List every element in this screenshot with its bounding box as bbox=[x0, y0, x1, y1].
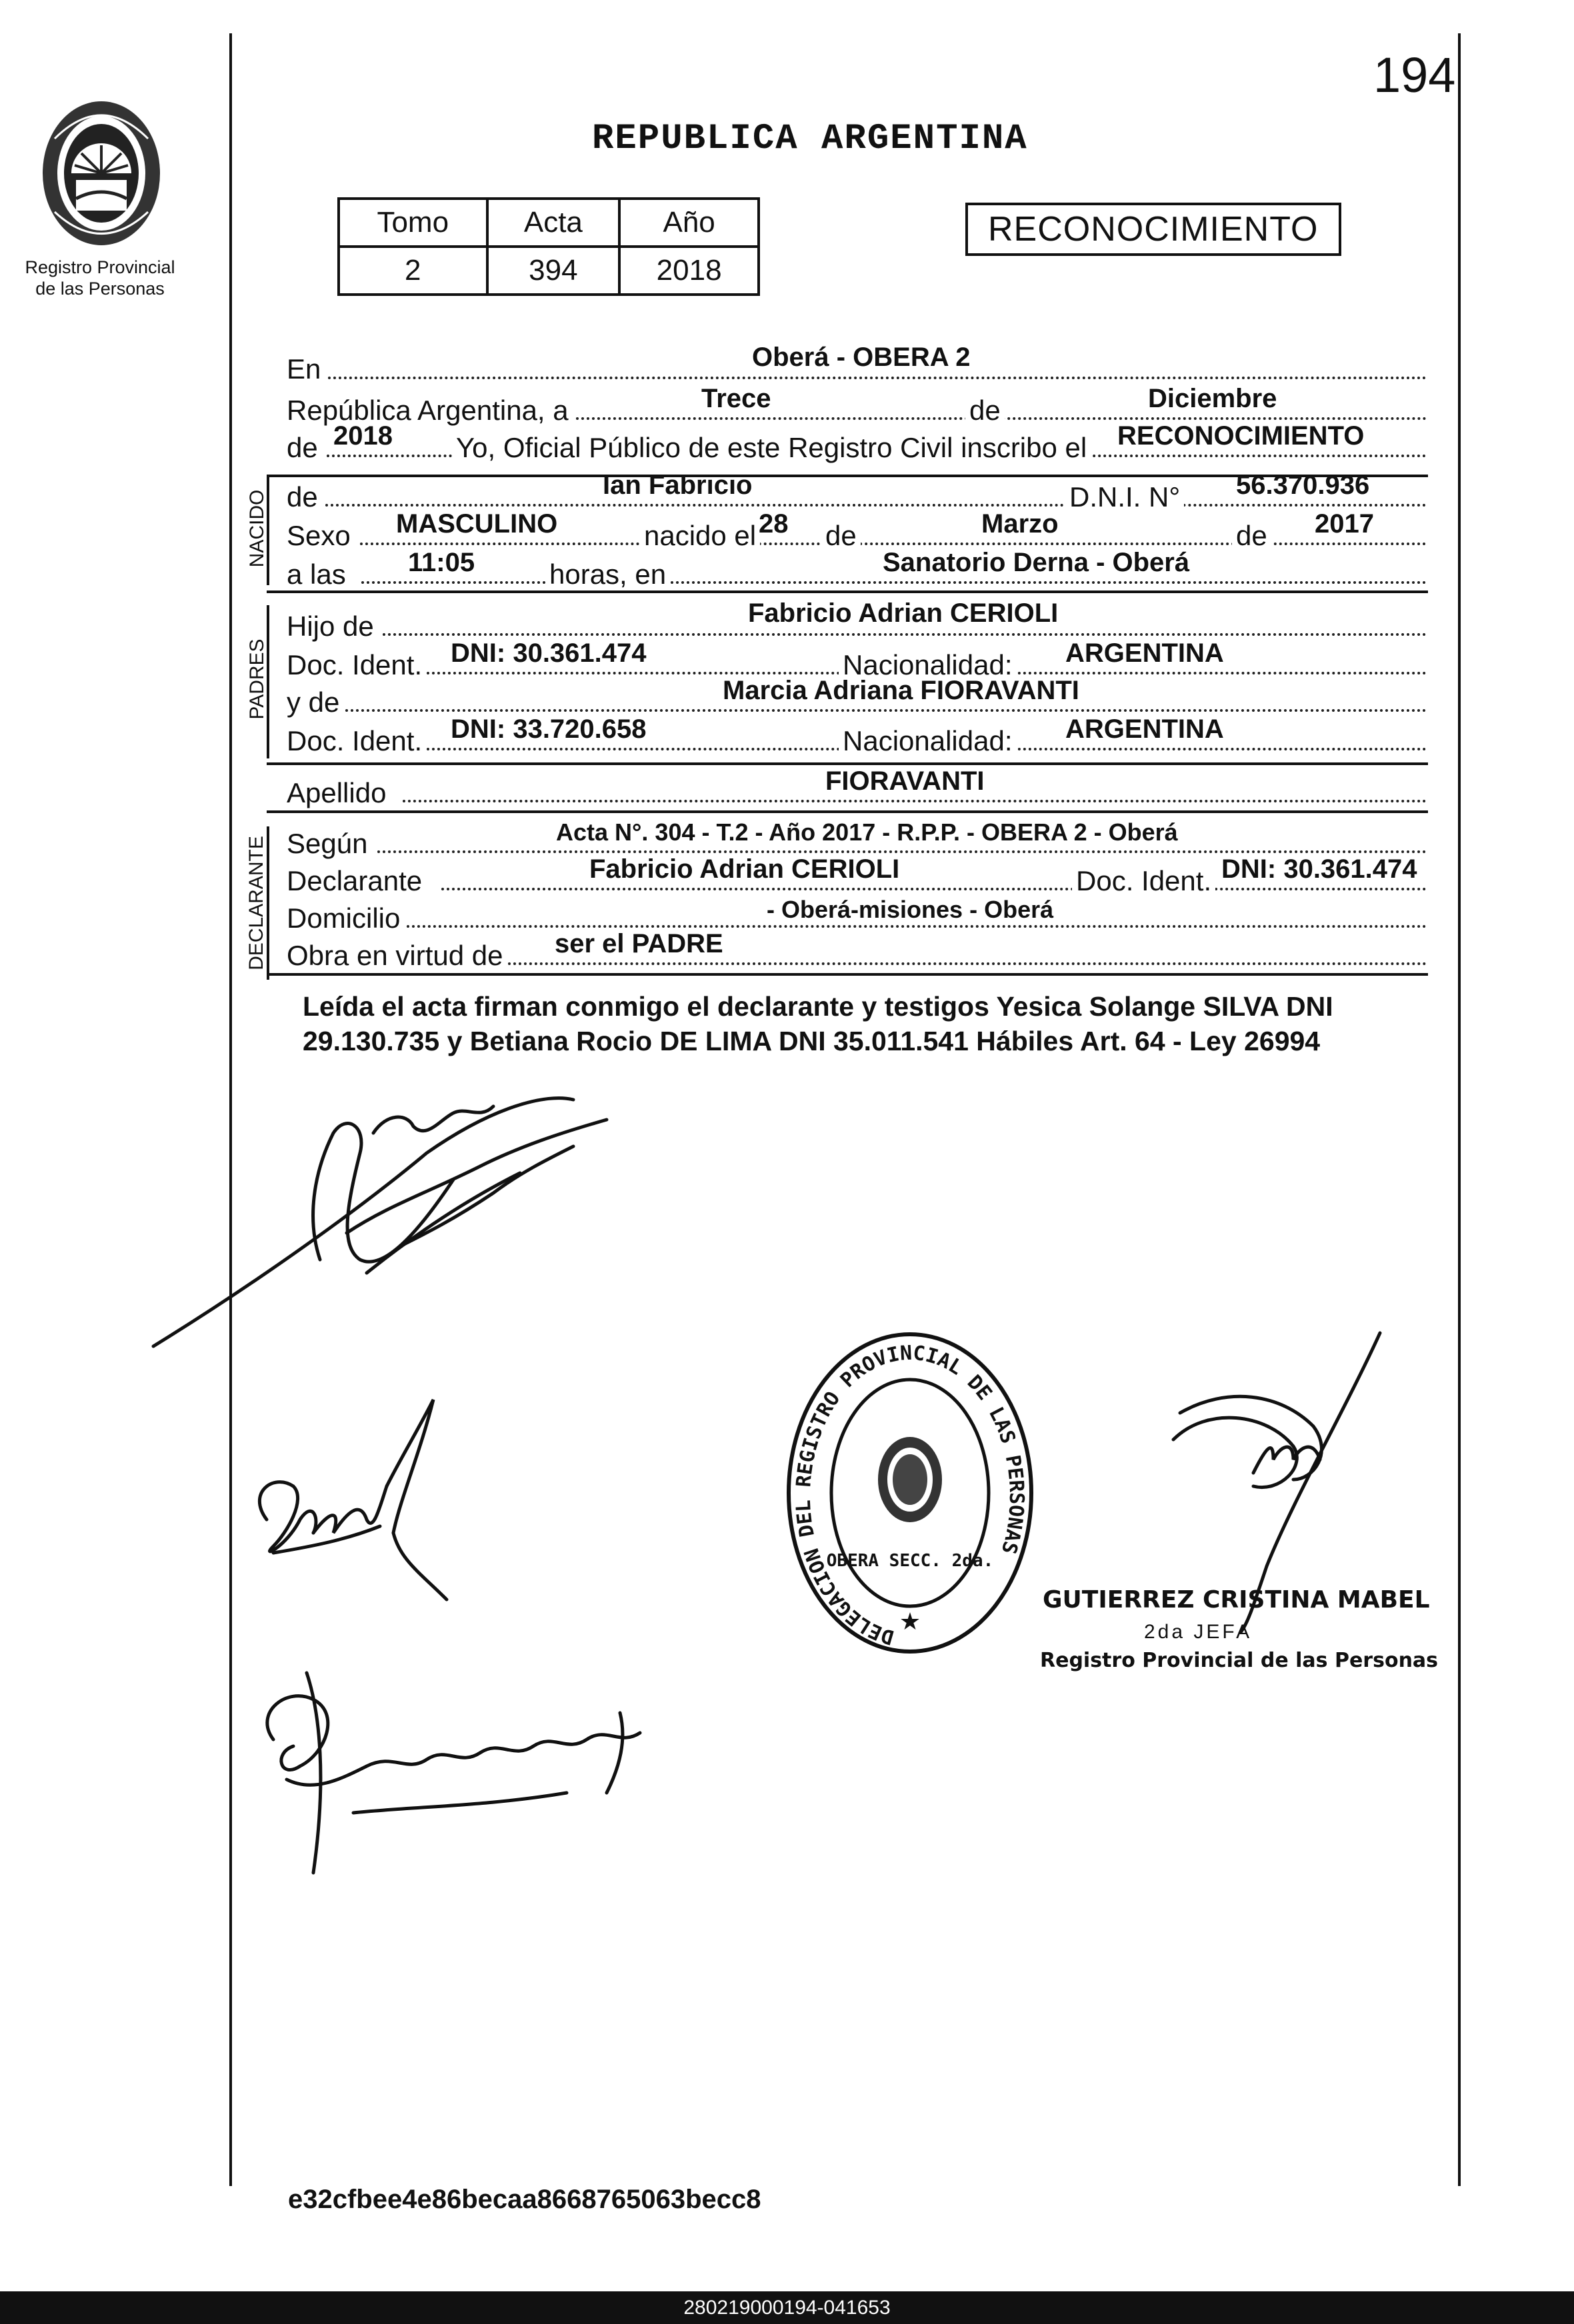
tomo-header: Tomo bbox=[339, 199, 487, 247]
footer-code: 280219000194-041653 bbox=[0, 2291, 1574, 2324]
logo-caption-line2: de las Personas bbox=[35, 279, 165, 299]
domicilio-value: - Oberá-misiones - Oberá bbox=[767, 896, 1054, 923]
birth-day-value: 28 bbox=[759, 509, 789, 539]
dotted-line bbox=[441, 888, 1427, 890]
lectura-line1: Leída el acta firman conmigo el declarante y testigos Yesica Solange SILVA DNI bbox=[303, 991, 1333, 1022]
madre-doc-value: DNI: 33.720.658 bbox=[451, 714, 647, 744]
table-header-row bbox=[339, 199, 759, 247]
birth-de-label: de bbox=[821, 520, 861, 552]
child-dni-value: 56.370.936 bbox=[1236, 471, 1370, 500]
de2-label: de bbox=[287, 432, 318, 463]
star-icon: ★ bbox=[899, 1608, 921, 1635]
padre-name-value: Fabricio Adrian CERIOLI bbox=[748, 598, 1059, 628]
segun-label: Según bbox=[287, 828, 368, 859]
day-value: Trece bbox=[701, 384, 771, 413]
right-margin-line bbox=[1458, 33, 1461, 2186]
witness1-signature bbox=[247, 1386, 467, 1606]
section-divider bbox=[267, 810, 1428, 813]
apellido-value: FIORAVANTI bbox=[825, 766, 985, 796]
dotted-line bbox=[403, 800, 1427, 802]
month-value: Diciembre bbox=[1148, 384, 1277, 413]
en-label: En bbox=[287, 353, 321, 385]
birth-place-value: Sanatorio Derna - Oberá bbox=[883, 548, 1190, 577]
segun-value: Acta N°. 304 - T.2 - Año 2017 - R.P.P. - OBERA 2 - Oberá bbox=[556, 818, 1178, 846]
child-name-value: Ian Fabricio bbox=[603, 471, 753, 500]
declarante-signature bbox=[147, 1073, 627, 1353]
obra-label: Obra en virtud de bbox=[287, 940, 503, 971]
witness2-signature bbox=[247, 1660, 673, 1879]
anio-value: 2018 bbox=[619, 247, 759, 295]
madre-nac-value: ARGENTINA bbox=[1065, 714, 1224, 744]
inscribe-value: RECONOCIMIENTO bbox=[1117, 421, 1365, 451]
hora-value: 11:05 bbox=[408, 548, 475, 577]
official-registry: Registro Provincial de las Personas bbox=[1040, 1649, 1439, 1672]
record-table bbox=[337, 197, 760, 296]
place-value: Oberá - OBERA 2 bbox=[752, 343, 971, 372]
oficial-text: Yo, Oficial Público de este Registro Civil inscribo el bbox=[452, 432, 1091, 464]
acta-value: 394 bbox=[487, 247, 620, 295]
hijo-de-label: Hijo de bbox=[287, 610, 374, 642]
document-heading: REPUBLICA ARGENTINA bbox=[592, 119, 1028, 159]
logo-caption bbox=[0, 257, 200, 299]
stamp-inner-text: OBERA SECC. 2da. bbox=[826, 1551, 994, 1571]
birth-year-value: 2017 bbox=[1315, 509, 1374, 539]
nacido-de-label: de bbox=[287, 481, 318, 513]
domicilio-label: Domicilio bbox=[287, 902, 401, 934]
dotted-line bbox=[508, 962, 1427, 965]
lectura-line2: 29.130.735 y Betiana Rocio DE LIMA DNI 35.011.541 Hábiles Art. 64 - Ley 26994 bbox=[303, 1026, 1321, 1056]
tomo-value: 2 bbox=[339, 247, 487, 295]
year-value: 2018 bbox=[333, 421, 393, 451]
official-name: GUTIERREZ CRISTINA MABEL bbox=[1043, 1586, 1430, 1614]
padres-section-label: PADRES bbox=[246, 638, 268, 720]
lectura-paragraph bbox=[303, 989, 1333, 1058]
dotted-line bbox=[361, 581, 1427, 584]
dotted-line bbox=[328, 377, 1427, 379]
declarante-value: Fabricio Adrian CERIOLI bbox=[589, 854, 900, 884]
padre-doc-label: Doc. Ident. bbox=[287, 649, 423, 680]
official-role: 2da JEFA bbox=[1144, 1621, 1253, 1643]
madre-nac-label: Nacionalidad: bbox=[839, 725, 1017, 757]
section-divider bbox=[267, 590, 1428, 593]
birth-de2-label: de bbox=[1232, 520, 1271, 552]
padre-doc-value: DNI: 30.361.474 bbox=[451, 638, 647, 668]
padre-nac-label: Nacionalidad: bbox=[839, 649, 1017, 681]
madre-name-value: Marcia Adriana FIORAVANTI bbox=[723, 676, 1079, 705]
anio-header: Año bbox=[619, 199, 759, 247]
dotted-line bbox=[407, 925, 1427, 928]
province-logo bbox=[35, 99, 168, 252]
stamp-ring-text: DELEGACION DEL REGISTRO PROVINCIAL DE LAS PERSONAS bbox=[791, 1341, 1029, 1650]
declarante-doc-value: DNI: 30.361.474 bbox=[1221, 854, 1417, 884]
apellido-label: Apellido bbox=[287, 777, 387, 808]
hash-code: e32cfbee4e86becaa8668765063becc8 bbox=[288, 2185, 761, 2214]
declarante-section-label: DECLARANTE bbox=[245, 836, 267, 970]
declarante-label: Declarante bbox=[287, 865, 423, 896]
dotted-line bbox=[383, 633, 1427, 636]
section-divider bbox=[267, 973, 1428, 976]
page-number: 194 bbox=[1373, 47, 1456, 103]
dni-label: D.N.I. N° bbox=[1065, 481, 1184, 513]
acta-header: Acta bbox=[487, 199, 620, 247]
declarante-doc-label: Doc. Ident. bbox=[1072, 865, 1215, 897]
record-type-box: RECONOCIMIENTO bbox=[965, 203, 1341, 256]
sexo-label: Sexo bbox=[287, 520, 351, 551]
padre-nac-value: ARGENTINA bbox=[1065, 638, 1224, 668]
y-de-label: y de bbox=[287, 686, 340, 718]
horas-en-label: horas, en bbox=[545, 559, 670, 590]
dotted-line bbox=[377, 850, 1427, 853]
nacido-el-label: nacido el bbox=[640, 520, 760, 552]
nacido-section-label: NACIDO bbox=[246, 489, 268, 568]
de-label: de bbox=[965, 395, 1005, 427]
sexo-value: MASCULINO bbox=[396, 509, 558, 539]
table-value-row bbox=[339, 247, 759, 295]
alas-label: a las bbox=[287, 559, 346, 590]
obra-value: ser el PADRE bbox=[555, 929, 723, 958]
registry-stamp bbox=[780, 1326, 1040, 1660]
madre-doc-label: Doc. Ident. bbox=[287, 725, 423, 756]
dotted-line bbox=[325, 504, 1427, 507]
republica-label: República Argentina, a bbox=[287, 395, 569, 426]
logo-caption-line1: Registro Provincial bbox=[25, 257, 175, 277]
shield-emblem-icon bbox=[35, 99, 168, 252]
birth-month-value: Marzo bbox=[981, 509, 1059, 539]
section-divider bbox=[267, 762, 1428, 765]
dotted-line bbox=[345, 709, 1427, 712]
